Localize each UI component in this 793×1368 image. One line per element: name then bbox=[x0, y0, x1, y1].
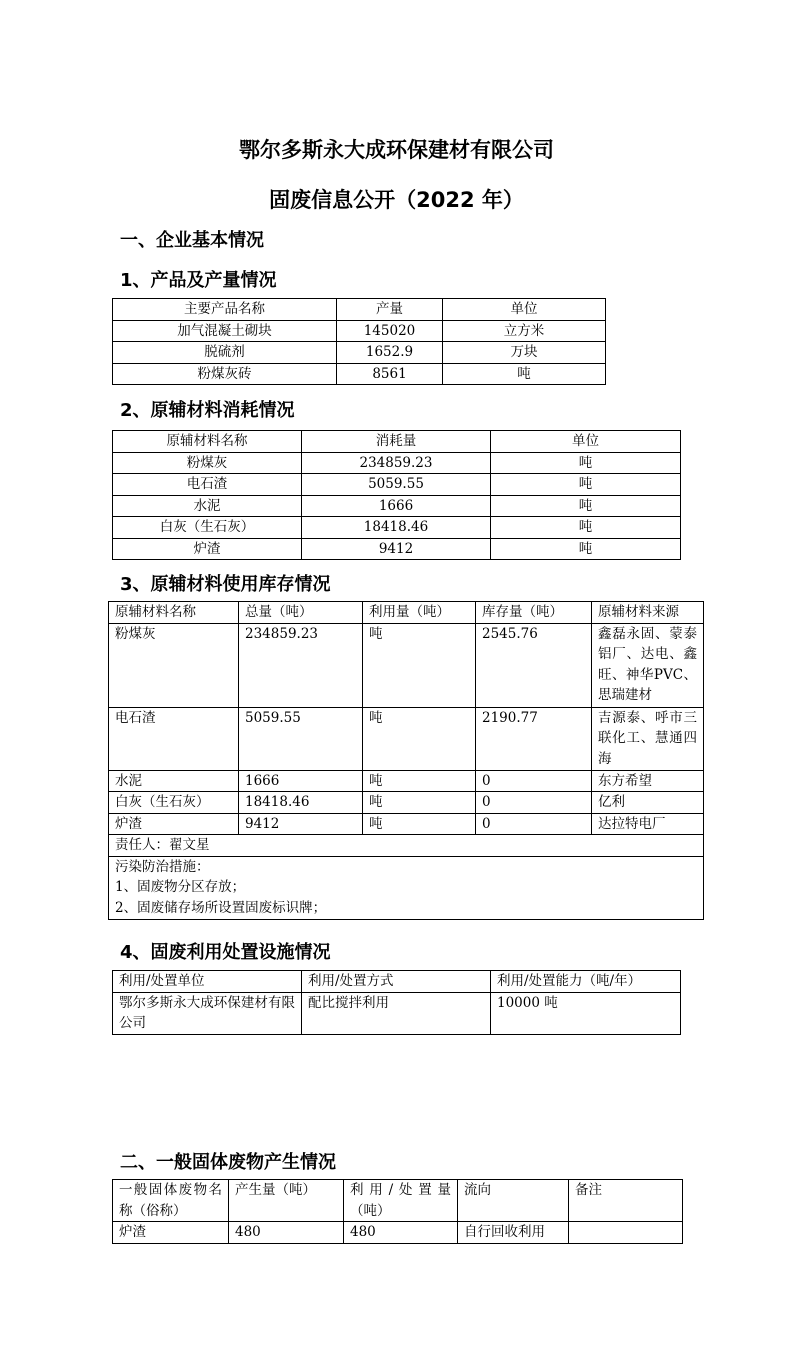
table-cell: 8561 bbox=[337, 363, 443, 385]
table-row bbox=[113, 474, 681, 496]
table-cell: 粉煤灰砖 bbox=[113, 363, 337, 385]
table-cell: 0 bbox=[476, 770, 592, 792]
header-cell: 主要产品名称 bbox=[113, 299, 337, 321]
document-title: 鄂尔多斯永大成环保建材有限公司 bbox=[239, 138, 554, 162]
table-header-row bbox=[113, 1180, 683, 1222]
header-cell: 总量（吨） bbox=[239, 602, 363, 624]
table-cell: 2545.76 bbox=[476, 623, 592, 707]
table-header-row bbox=[113, 971, 681, 993]
table-cell: 粉煤灰 bbox=[113, 452, 302, 474]
header-cell: 利用/处置单位 bbox=[113, 971, 302, 993]
table-cell: 吨 bbox=[363, 707, 476, 770]
table-cell: 480 bbox=[344, 1222, 458, 1244]
table-row bbox=[109, 770, 704, 792]
table-cell: 5059.55 bbox=[239, 707, 363, 770]
inventory-table bbox=[108, 601, 704, 920]
table-row bbox=[109, 813, 704, 835]
table-cell: 234859.23 bbox=[239, 623, 363, 707]
table-cell: 炉渣 bbox=[113, 1222, 229, 1244]
table-cell: 0 bbox=[476, 792, 592, 814]
table-cell: 配比搅拌利用 bbox=[302, 992, 491, 1034]
table-cell: 10000 吨 bbox=[491, 992, 681, 1034]
document-subtitle: 固废信息公开（2022 年） bbox=[269, 188, 524, 212]
table-cell: 鑫磊永固、蒙泰铝厂、达电、鑫旺、神华PVC、思瑞建材 bbox=[592, 623, 704, 707]
header-cell: 产量 bbox=[337, 299, 443, 321]
solid-waste-table bbox=[112, 1179, 683, 1244]
table-cell: 白灰（生石灰） bbox=[109, 792, 239, 814]
responsible-person: 责任人：翟文星 bbox=[109, 835, 704, 857]
header-cell: 利用量（吨） bbox=[363, 602, 476, 624]
table-cell: 480 bbox=[229, 1222, 344, 1244]
table-header-row bbox=[113, 299, 606, 321]
table-row bbox=[113, 342, 606, 364]
table-cell: 吨 bbox=[491, 495, 681, 517]
table-row bbox=[109, 707, 704, 770]
table-cell: 18418.46 bbox=[239, 792, 363, 814]
pollution-measures bbox=[109, 856, 704, 919]
table-row bbox=[109, 792, 704, 814]
table-cell: 吨 bbox=[363, 623, 476, 707]
table-row bbox=[113, 538, 681, 560]
table-cell: 自行回收利用 bbox=[458, 1222, 569, 1244]
table-cell: 吨 bbox=[443, 363, 606, 385]
header-cell: 原辅材料名称 bbox=[109, 602, 239, 624]
table-header-row bbox=[109, 602, 704, 624]
table-row bbox=[113, 992, 681, 1034]
table-cell: 东方希望 bbox=[592, 770, 704, 792]
table-row bbox=[113, 517, 681, 539]
facilities-heading: 4、固废利用处置设施情况 bbox=[120, 942, 331, 963]
table-cell: 1666 bbox=[239, 770, 363, 792]
table-row bbox=[113, 320, 606, 342]
table-cell: 粉煤灰 bbox=[109, 623, 239, 707]
measures-row bbox=[109, 856, 704, 919]
facilities-table bbox=[112, 970, 681, 1035]
table-cell: 1652.9 bbox=[337, 342, 443, 364]
header-cell: 一般固体废物名称（俗称） bbox=[113, 1180, 229, 1222]
header-cell: 利用/处置量（吨） bbox=[344, 1180, 458, 1222]
measure-item: 1、固废物分区存放； bbox=[115, 879, 246, 895]
table-row bbox=[113, 363, 606, 385]
table-cell: 亿利 bbox=[592, 792, 704, 814]
table-cell: 脱硫剂 bbox=[113, 342, 337, 364]
table-cell: 水泥 bbox=[113, 495, 302, 517]
products-heading: 1、产品及产量情况 bbox=[120, 270, 277, 291]
header-cell: 利用/处置方式 bbox=[302, 971, 491, 993]
header-cell: 流向 bbox=[458, 1180, 569, 1222]
table-cell: 达拉特电厂 bbox=[592, 813, 704, 835]
table-row bbox=[113, 495, 681, 517]
header-cell: 原辅材料名称 bbox=[113, 431, 302, 453]
table-cell: 电石渣 bbox=[113, 474, 302, 496]
responsible-row bbox=[109, 835, 704, 857]
table-row bbox=[113, 1222, 683, 1244]
table-cell: 吉源泰、呼市三联化工、慧通四海 bbox=[592, 707, 704, 770]
consumption-heading: 2、原辅材料消耗情况 bbox=[120, 400, 295, 421]
table-cell: 万块 bbox=[443, 342, 606, 364]
table-cell: 9412 bbox=[302, 538, 491, 560]
table-cell: 145020 bbox=[337, 320, 443, 342]
table-cell: 吨 bbox=[363, 792, 476, 814]
products-table bbox=[112, 298, 606, 385]
header-cell: 库存量（吨） bbox=[476, 602, 592, 624]
measures-title: 污染防治措施： bbox=[115, 858, 210, 875]
table-cell: 电石渣 bbox=[109, 707, 239, 770]
table-cell: 鄂尔多斯永大成环保建材有限公司 bbox=[113, 992, 302, 1034]
header-cell: 单位 bbox=[491, 431, 681, 453]
table-cell: 0 bbox=[476, 813, 592, 835]
header-cell: 原辅材料来源 bbox=[592, 602, 704, 624]
header-cell: 产生量（吨） bbox=[229, 1180, 344, 1222]
header-cell: 备注 bbox=[569, 1180, 683, 1222]
table-cell: 白灰（生石灰） bbox=[113, 517, 302, 539]
table-cell: 加气混凝土砌块 bbox=[113, 320, 337, 342]
table-cell: 水泥 bbox=[109, 770, 239, 792]
header-cell: 单位 bbox=[443, 299, 606, 321]
table-cell: 炉渣 bbox=[113, 538, 302, 560]
table-cell: 9412 bbox=[239, 813, 363, 835]
header-cell: 利用/处置能力（吨/年） bbox=[491, 971, 681, 993]
table-cell: 吨 bbox=[363, 813, 476, 835]
section-1-heading: 一、企业基本情况 bbox=[120, 230, 264, 251]
table-row bbox=[113, 452, 681, 474]
table-cell: 吨 bbox=[491, 538, 681, 560]
inventory-heading: 3、原辅材料使用库存情况 bbox=[120, 574, 331, 595]
table-header-row bbox=[113, 431, 681, 453]
table-cell: 立方米 bbox=[443, 320, 606, 342]
header-cell: 消耗量 bbox=[302, 431, 491, 453]
table-cell: 1666 bbox=[302, 495, 491, 517]
table-cell: 吨 bbox=[491, 474, 681, 496]
table-cell: 2190.77 bbox=[476, 707, 592, 770]
table-cell: 18418.46 bbox=[302, 517, 491, 539]
consumption-table bbox=[112, 430, 681, 560]
table-cell bbox=[569, 1222, 683, 1244]
section-2-heading: 二、一般固体废物产生情况 bbox=[120, 1152, 336, 1173]
table-row bbox=[109, 623, 704, 707]
measure-item: 2、固废储存场所设置固废标识牌； bbox=[115, 899, 327, 916]
table-cell: 吨 bbox=[491, 517, 681, 539]
table-cell: 234859.23 bbox=[302, 452, 491, 474]
table-cell: 5059.55 bbox=[302, 474, 491, 496]
table-cell: 炉渣 bbox=[109, 813, 239, 835]
table-cell: 吨 bbox=[363, 770, 476, 792]
table-cell: 吨 bbox=[491, 452, 681, 474]
